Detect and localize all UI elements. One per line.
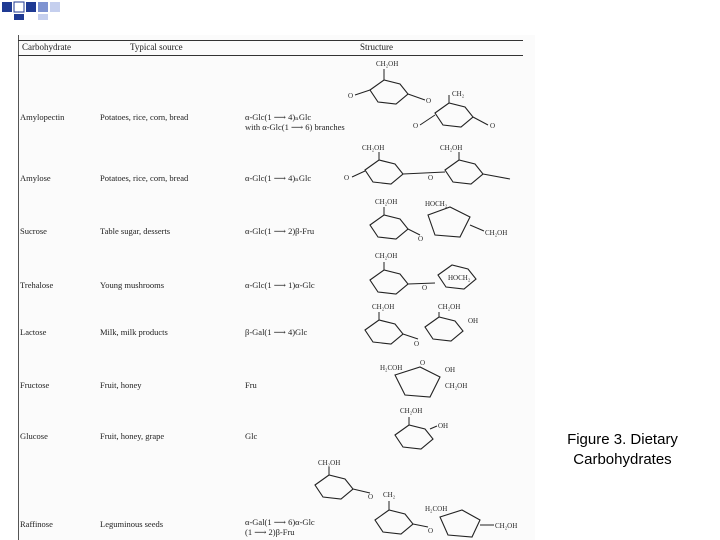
row-name-amylopectin: Amylopectin (20, 112, 65, 122)
structure-sucrose (370, 198, 507, 243)
svg-text:CH₂OH: CH₂OH (438, 303, 461, 311)
svg-text:OH: OH (438, 422, 449, 430)
row-source-trehalose: Young mushrooms (100, 280, 165, 290)
svg-text:CH₂OH: CH₂OH (372, 303, 395, 311)
table-top-rule (18, 40, 523, 41)
svg-text:H₂COH: H₂COH (425, 505, 448, 513)
svg-text:OH: OH (468, 317, 479, 325)
row-source-raffinose: Leguminous seeds (100, 519, 164, 529)
row-linkage-fructose: Fru (245, 380, 257, 390)
row-linkage-amylose: α-Glc(1 ⟶ 4)ₙGlc (245, 173, 312, 183)
row-linkage-amylopectin: α-Glc(1 ⟶ 4)ₙGlc with α-Glc(1 ⟶ 6) branches (245, 112, 345, 132)
row-name-sucrose: Sucrose (20, 226, 47, 236)
header-carbohydrate: Carbohydrate (22, 42, 71, 52)
svg-text:CH₂OH: CH₂OH (375, 198, 398, 206)
svg-text:O: O (422, 284, 428, 292)
row-name-raffinose: Raffinose (20, 519, 53, 529)
row-source-glucose: Fruit, honey, grape (100, 431, 165, 441)
svg-text:CH₂OH: CH₂OH (318, 459, 341, 467)
row-source-sucrose: Table sugar, desserts (100, 226, 171, 236)
structure-amylose (344, 144, 510, 184)
svg-text:CH₂OH: CH₂OH (375, 252, 398, 260)
structure-raffinose (315, 459, 517, 537)
svg-text:OH: OH (445, 366, 456, 374)
svg-text:HOCH₂: HOCH₂ (448, 274, 471, 282)
svg-text:CH₂OH: CH₂OH (485, 229, 508, 237)
row-name-lactose: Lactose (20, 327, 47, 337)
header-typical-source: Typical source (130, 42, 183, 52)
svg-text:CH₂OH: CH₂OH (495, 522, 518, 530)
svg-text:O: O (348, 92, 354, 100)
structure-lactose (365, 303, 478, 348)
row-name-fructose: Fructose (20, 380, 50, 390)
structure-amylopectin (348, 60, 495, 130)
row-linkage-lactose: β-Gal(1 ⟶ 4)Glc (245, 327, 308, 337)
svg-text:O: O (344, 174, 350, 182)
row-name-glucose: Glucose (20, 431, 48, 441)
svg-text:CH₂: CH₂ (383, 491, 396, 499)
row-name-trehalose: Trehalose (20, 280, 54, 290)
row-linkage-trehalose: α-Glc(1 ⟶ 1)α-Glc (245, 280, 315, 290)
svg-text:O: O (428, 174, 434, 182)
svg-text:O: O (418, 235, 424, 243)
svg-text:O: O (413, 122, 419, 130)
structure-glucose (395, 407, 448, 449)
svg-text:CH₂OH: CH₂OH (440, 144, 463, 152)
svg-text:CH₂OH: CH₂OH (376, 60, 399, 68)
svg-text:O: O (368, 493, 374, 501)
figure-caption (540, 430, 705, 470)
caption-line-2: Carbohydrates (573, 451, 672, 468)
svg-text:H₂COH: H₂COH (380, 364, 403, 372)
header-structure: Structure (360, 42, 393, 52)
structure-drawings (300, 55, 530, 540)
structure-trehalose (370, 252, 476, 294)
caption-line-1: Figure 3. Dietary (567, 431, 678, 448)
svg-text:O: O (420, 359, 426, 367)
row-linkage-glucose: Glc (245, 431, 258, 441)
scan-edge-line (18, 35, 19, 540)
structure-fructose (380, 359, 467, 397)
svg-text:O: O (490, 122, 496, 130)
row-name-amylose: Amylose (20, 173, 51, 183)
row-linkage-raffinose: α-Gal(1 ⟶ 6)α-Glc (1 ⟶ 2)β-Fru (245, 517, 315, 537)
svg-text:CH₂OH: CH₂OH (445, 382, 468, 390)
svg-text:CH₂OH: CH₂OH (400, 407, 423, 415)
svg-text:O: O (426, 97, 432, 105)
row-source-fructose: Fruit, honey (100, 380, 142, 390)
row-linkage-sucrose: α-Glc(1 ⟶ 2)β-Fru (245, 226, 315, 236)
row-source-amylose: Potatoes, rice, corn, bread (100, 173, 189, 183)
svg-text:HOCH₂: HOCH₂ (425, 200, 448, 208)
svg-text:CH₂OH: CH₂OH (362, 144, 385, 152)
row-source-amylopectin: Potatoes, rice, corn, bread (100, 112, 189, 122)
row-source-lactose: Milk, milk products (100, 327, 168, 337)
svg-text:CH₂: CH₂ (452, 90, 465, 98)
slide-decoration-squares (0, 0, 80, 20)
svg-text:O: O (428, 527, 434, 535)
svg-text:O: O (414, 340, 420, 348)
